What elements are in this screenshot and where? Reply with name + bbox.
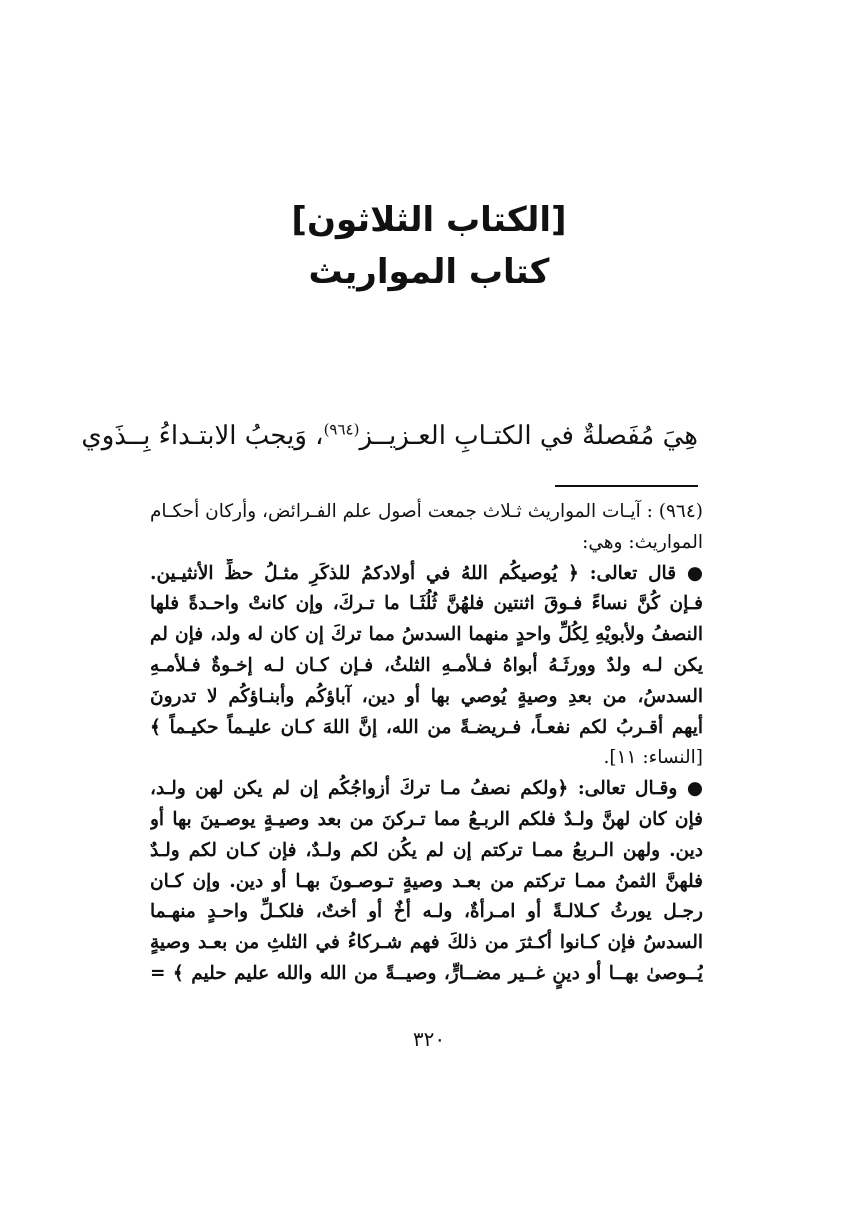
footnote-line: فلهنَّ الثمنُ ممـا تركتم من بعـد وصيةٍ تـوصـونَ بهـا أو دين. وإن كـان <box>150 870 703 892</box>
footnote-line: السدسُ، من بعدِ وصيةٍ يُوصي بها أو دين، آباؤكُم وأبنـاؤكُم لا تدرونَ <box>150 685 703 707</box>
footnote-line: أيهم أقـربُ لكم نفعـاً، فـريضـةً من الله، إنَّ اللهَ كـان عليـماً حكيـماً ﴾ <box>150 716 703 738</box>
footnote-line: رجـل يورثُ كـلالـةً أو امـرأةٌ، ولـه أخٌ أو أختٌ، فلكـلِّ واحـدٍ منهـما <box>150 901 703 923</box>
main-text-before: هِيَ مُفَصلةٌ في الكتـابِ العـزيــز <box>359 421 698 451</box>
footnote-line: فـإن كُنَّ نساءً فـوقَ اثنتين فلهُنَّ ثُلُثَـا ما تـركَ، وإن كانتْ واحـدةً فلها <box>150 593 703 615</box>
chapter-title: [الكتاب الثلاثون] <box>291 200 567 240</box>
footnote-line: يكن لـه ولدٌ وورثَـهُ أبواهُ فـلأمـهِ الثلثُ، فـإن كـان لـه إخـوةٌ فـلأمـهِ <box>150 654 703 676</box>
footnote-line: ● وقـال تعالى: ﴿ولكم نصفُ مـا تركَ أزواجُكُم إن لم يكن لهن ولـد، <box>150 778 703 800</box>
footnote-separator <box>555 485 698 487</box>
footnote-line: النصفُ ولأبويْهِ لِكُلِّ واحدٍ منهما السدسُ مما تركَ إن كان له ولد، فإن لم <box>150 624 703 646</box>
footnote-line: السدسُ فإن كـانوا أكـثرَ من ذلكَ فهم شـركاءُ في الثلثِ من بعـد وصيةٍ <box>150 932 703 954</box>
footnote-line: [النساء: ١١]. <box>603 747 703 769</box>
footnote-line: ● قال تعالى: ﴿ يُوصيكُم اللهُ في أولادكمُ للذكَرِ مثـلُ حظِّ الأنثيـين. <box>150 562 703 584</box>
page-number: ٣٢٠ <box>412 1027 446 1051</box>
book-title: كتاب المواريث <box>308 252 550 292</box>
footnote-line: يُــوصىٰ بهــا أو دينٍ غــير مضــارٍّ، وصيــةً من الله والله عليم حليم ﴾ = <box>150 962 703 984</box>
main-text-line <box>81 418 698 454</box>
footnote-reference: (٩٦٤) <box>323 420 360 439</box>
footnote-line: دين. ولهن الـربعُ ممـا تركتم إن لم يكُن لكم ولـدٌ، فإن كـان لكم ولـدٌ <box>150 839 703 861</box>
footnote-line: فإن كان لهنَّ ولـدٌ فلكم الربـعُ مما تـركنَ من بعد وصيـةٍ يوصـينَ بها أو <box>150 808 703 830</box>
footnote-line: (٩٦٤) : آيـات المواريث ثـلاث جمعت أصول علم الفـرائض، وأركان أحكـام <box>150 501 703 522</box>
footnote-line: المواريث: وهي: <box>582 531 703 553</box>
main-text-after: ، وَيجبُ الابتـداءُ بِــذَوي <box>81 421 324 451</box>
footnote-block <box>150 497 703 990</box>
